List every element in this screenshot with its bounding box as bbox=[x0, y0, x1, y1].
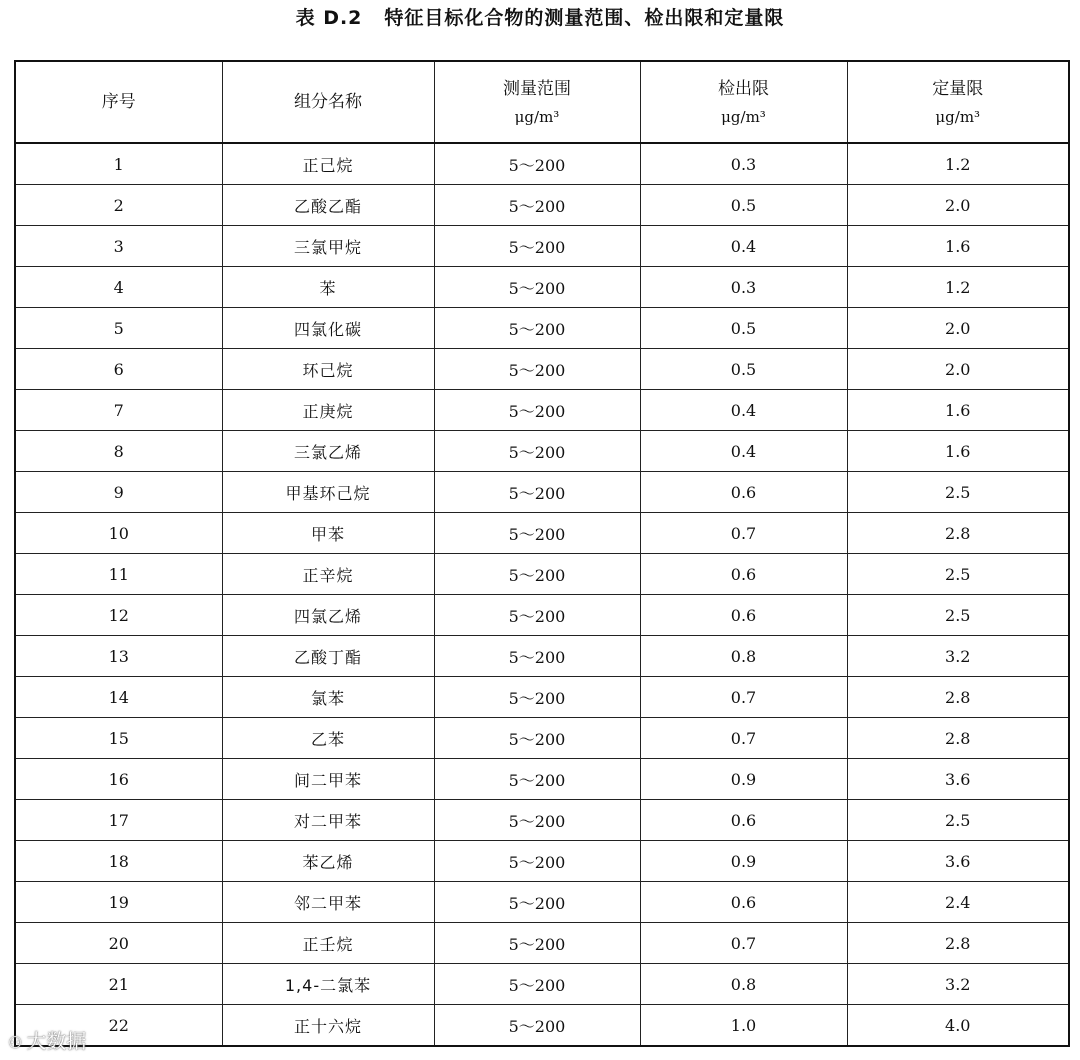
cell-component-name: 环己烷 bbox=[222, 349, 434, 390]
header-unit: μg/m³ bbox=[721, 108, 766, 126]
cell-detection-limit: 0.5 bbox=[640, 185, 847, 226]
table-row bbox=[15, 677, 1069, 718]
table-row bbox=[15, 513, 1069, 554]
cell-component-name: 正庚烷 bbox=[222, 390, 434, 431]
cell-component-name: 正己烷 bbox=[222, 143, 434, 185]
cell-component-name: 正十六烷 bbox=[222, 1005, 434, 1047]
cell-index: 15 bbox=[15, 718, 222, 759]
cell-quantitation-limit: 2.8 bbox=[847, 923, 1069, 964]
cell-detection-limit: 0.8 bbox=[640, 964, 847, 1005]
header-unit: μg/m³ bbox=[514, 108, 560, 126]
cell-quantitation-limit: 2.0 bbox=[847, 308, 1069, 349]
table-row bbox=[15, 923, 1069, 964]
cell-detection-limit: 0.4 bbox=[640, 226, 847, 267]
cell-detection-limit: 1.0 bbox=[640, 1005, 847, 1047]
table-row bbox=[15, 308, 1069, 349]
cell-detection-limit: 0.9 bbox=[640, 759, 847, 800]
cell-quantitation-limit: 2.8 bbox=[847, 513, 1069, 554]
cell-detection-limit: 0.6 bbox=[640, 595, 847, 636]
table-row bbox=[15, 1005, 1069, 1047]
cell-quantitation-limit: 2.5 bbox=[847, 595, 1069, 636]
cell-quantitation-limit: 1.6 bbox=[847, 431, 1069, 472]
watermark bbox=[8, 1025, 86, 1054]
cell-index: 13 bbox=[15, 636, 222, 677]
cell-quantitation-limit: 2.0 bbox=[847, 349, 1069, 390]
table-row bbox=[15, 800, 1069, 841]
cell-measuring-range: 5～200 bbox=[434, 718, 640, 759]
cell-quantitation-limit: 3.2 bbox=[847, 636, 1069, 677]
table-title bbox=[0, 4, 1080, 32]
cell-component-name: 间二甲苯 bbox=[222, 759, 434, 800]
cell-detection-limit: 0.6 bbox=[640, 882, 847, 923]
cell-quantitation-limit: 3.2 bbox=[847, 964, 1069, 1005]
header-label: 组分名称 bbox=[294, 92, 362, 112]
table-row bbox=[15, 841, 1069, 882]
cell-component-name: 乙苯 bbox=[222, 718, 434, 759]
cell-measuring-range: 5～200 bbox=[434, 472, 640, 513]
header-label: 测量范围 bbox=[503, 79, 571, 99]
cell-quantitation-limit: 1.2 bbox=[847, 143, 1069, 185]
cell-measuring-range: 5～200 bbox=[434, 513, 640, 554]
table-row bbox=[15, 964, 1069, 1005]
table-row bbox=[15, 554, 1069, 595]
table-row bbox=[15, 759, 1069, 800]
cell-index: 10 bbox=[15, 513, 222, 554]
cell-measuring-range: 5～200 bbox=[434, 800, 640, 841]
cell-index: 12 bbox=[15, 595, 222, 636]
header-detection-limit bbox=[640, 61, 847, 143]
cell-index: 8 bbox=[15, 431, 222, 472]
cell-detection-limit: 0.3 bbox=[640, 267, 847, 308]
table-body bbox=[15, 143, 1069, 1046]
cell-component-name: 1,4-二氯苯 bbox=[222, 964, 434, 1005]
cell-component-name: 四氯化碳 bbox=[222, 308, 434, 349]
header-measuring-range bbox=[434, 61, 640, 143]
cell-index: 7 bbox=[15, 390, 222, 431]
header-index bbox=[15, 61, 222, 143]
cell-measuring-range: 5～200 bbox=[434, 143, 640, 185]
cell-detection-limit: 0.7 bbox=[640, 718, 847, 759]
cell-index: 4 bbox=[15, 267, 222, 308]
cell-index: 16 bbox=[15, 759, 222, 800]
header-label: 定量限 bbox=[932, 79, 984, 99]
header-row bbox=[15, 61, 1069, 143]
cell-component-name: 四氯乙烯 bbox=[222, 595, 434, 636]
cell-measuring-range: 5～200 bbox=[434, 431, 640, 472]
table-row bbox=[15, 143, 1069, 185]
data-table bbox=[14, 60, 1070, 1047]
cell-quantitation-limit: 4.0 bbox=[847, 1005, 1069, 1047]
weibo-icon: ⚇ bbox=[8, 1033, 23, 1052]
table-row bbox=[15, 267, 1069, 308]
cell-index: 19 bbox=[15, 882, 222, 923]
cell-component-name: 苯乙烯 bbox=[222, 841, 434, 882]
cell-measuring-range: 5～200 bbox=[434, 267, 640, 308]
cell-detection-limit: 0.5 bbox=[640, 349, 847, 390]
cell-detection-limit: 0.3 bbox=[640, 143, 847, 185]
cell-quantitation-limit: 2.4 bbox=[847, 882, 1069, 923]
cell-index: 3 bbox=[15, 226, 222, 267]
header-component-name bbox=[222, 61, 434, 143]
cell-component-name: 甲基环己烷 bbox=[222, 472, 434, 513]
cell-detection-limit: 0.7 bbox=[640, 923, 847, 964]
cell-measuring-range: 5～200 bbox=[434, 390, 640, 431]
cell-component-name: 三氯乙烯 bbox=[222, 431, 434, 472]
cell-detection-limit: 0.4 bbox=[640, 431, 847, 472]
cell-detection-limit: 0.8 bbox=[640, 636, 847, 677]
cell-quantitation-limit: 2.8 bbox=[847, 718, 1069, 759]
table-row bbox=[15, 636, 1069, 677]
cell-component-name: 三氯甲烷 bbox=[222, 226, 434, 267]
cell-index: 14 bbox=[15, 677, 222, 718]
cell-index: 22 bbox=[15, 1005, 222, 1047]
cell-component-name: 对二甲苯 bbox=[222, 800, 434, 841]
table-row bbox=[15, 185, 1069, 226]
cell-component-name: 邻二甲苯 bbox=[222, 882, 434, 923]
cell-quantitation-limit: 1.6 bbox=[847, 226, 1069, 267]
cell-measuring-range: 5～200 bbox=[434, 923, 640, 964]
cell-quantitation-limit: 2.8 bbox=[847, 677, 1069, 718]
table-row bbox=[15, 882, 1069, 923]
cell-detection-limit: 0.4 bbox=[640, 390, 847, 431]
table-row bbox=[15, 390, 1069, 431]
cell-index: 2 bbox=[15, 185, 222, 226]
cell-quantitation-limit: 2.5 bbox=[847, 554, 1069, 595]
table-row bbox=[15, 472, 1069, 513]
cell-detection-limit: 0.9 bbox=[640, 841, 847, 882]
cell-detection-limit: 0.7 bbox=[640, 513, 847, 554]
cell-measuring-range: 5～200 bbox=[434, 595, 640, 636]
header-unit: μg/m³ bbox=[935, 108, 981, 126]
cell-index: 17 bbox=[15, 800, 222, 841]
table-row bbox=[15, 226, 1069, 267]
cell-index: 9 bbox=[15, 472, 222, 513]
cell-component-name: 正壬烷 bbox=[222, 923, 434, 964]
cell-measuring-range: 5～200 bbox=[434, 554, 640, 595]
table-header bbox=[15, 61, 1069, 143]
cell-detection-limit: 0.7 bbox=[640, 677, 847, 718]
cell-measuring-range: 5～200 bbox=[434, 882, 640, 923]
cell-quantitation-limit: 1.6 bbox=[847, 390, 1069, 431]
cell-component-name: 苯 bbox=[222, 267, 434, 308]
cell-index: 21 bbox=[15, 964, 222, 1005]
cell-measuring-range: 5～200 bbox=[434, 677, 640, 718]
cell-measuring-range: 5～200 bbox=[434, 759, 640, 800]
header-label: 序号 bbox=[101, 92, 136, 112]
header-label: 检出限 bbox=[718, 79, 769, 99]
cell-component-name: 氯苯 bbox=[222, 677, 434, 718]
cell-index: 20 bbox=[15, 923, 222, 964]
cell-measuring-range: 5～200 bbox=[434, 226, 640, 267]
cell-quantitation-limit: 2.5 bbox=[847, 472, 1069, 513]
cell-quantitation-limit: 2.5 bbox=[847, 800, 1069, 841]
cell-measuring-range: 5～200 bbox=[434, 636, 640, 677]
cell-detection-limit: 0.6 bbox=[640, 472, 847, 513]
cell-quantitation-limit: 1.2 bbox=[847, 267, 1069, 308]
table-row bbox=[15, 595, 1069, 636]
table-number: 表 D.2 bbox=[295, 7, 363, 29]
cell-quantitation-limit: 3.6 bbox=[847, 841, 1069, 882]
cell-measuring-range: 5～200 bbox=[434, 964, 640, 1005]
cell-detection-limit: 0.5 bbox=[640, 308, 847, 349]
cell-measuring-range: 5～200 bbox=[434, 308, 640, 349]
cell-measuring-range: 5～200 bbox=[434, 1005, 640, 1047]
cell-quantitation-limit: 3.6 bbox=[847, 759, 1069, 800]
header-quantitation-limit bbox=[847, 61, 1069, 143]
cell-component-name: 乙酸丁酯 bbox=[222, 636, 434, 677]
table-row bbox=[15, 718, 1069, 759]
cell-index: 1 bbox=[15, 143, 222, 185]
cell-component-name: 甲苯 bbox=[222, 513, 434, 554]
cell-index: 6 bbox=[15, 349, 222, 390]
cell-measuring-range: 5～200 bbox=[434, 185, 640, 226]
watermark-text: 大数据 bbox=[26, 1029, 87, 1053]
cell-component-name: 正辛烷 bbox=[222, 554, 434, 595]
cell-measuring-range: 5～200 bbox=[434, 841, 640, 882]
table-title-text: 特征目标化合物的测量范围、检出限和定量限 bbox=[384, 7, 785, 29]
cell-detection-limit: 0.6 bbox=[640, 800, 847, 841]
cell-quantitation-limit: 2.0 bbox=[847, 185, 1069, 226]
table-row bbox=[15, 349, 1069, 390]
cell-detection-limit: 0.6 bbox=[640, 554, 847, 595]
cell-index: 11 bbox=[15, 554, 222, 595]
cell-index: 5 bbox=[15, 308, 222, 349]
cell-component-name: 乙酸乙酯 bbox=[222, 185, 434, 226]
cell-index: 18 bbox=[15, 841, 222, 882]
cell-measuring-range: 5～200 bbox=[434, 349, 640, 390]
table-row bbox=[15, 431, 1069, 472]
